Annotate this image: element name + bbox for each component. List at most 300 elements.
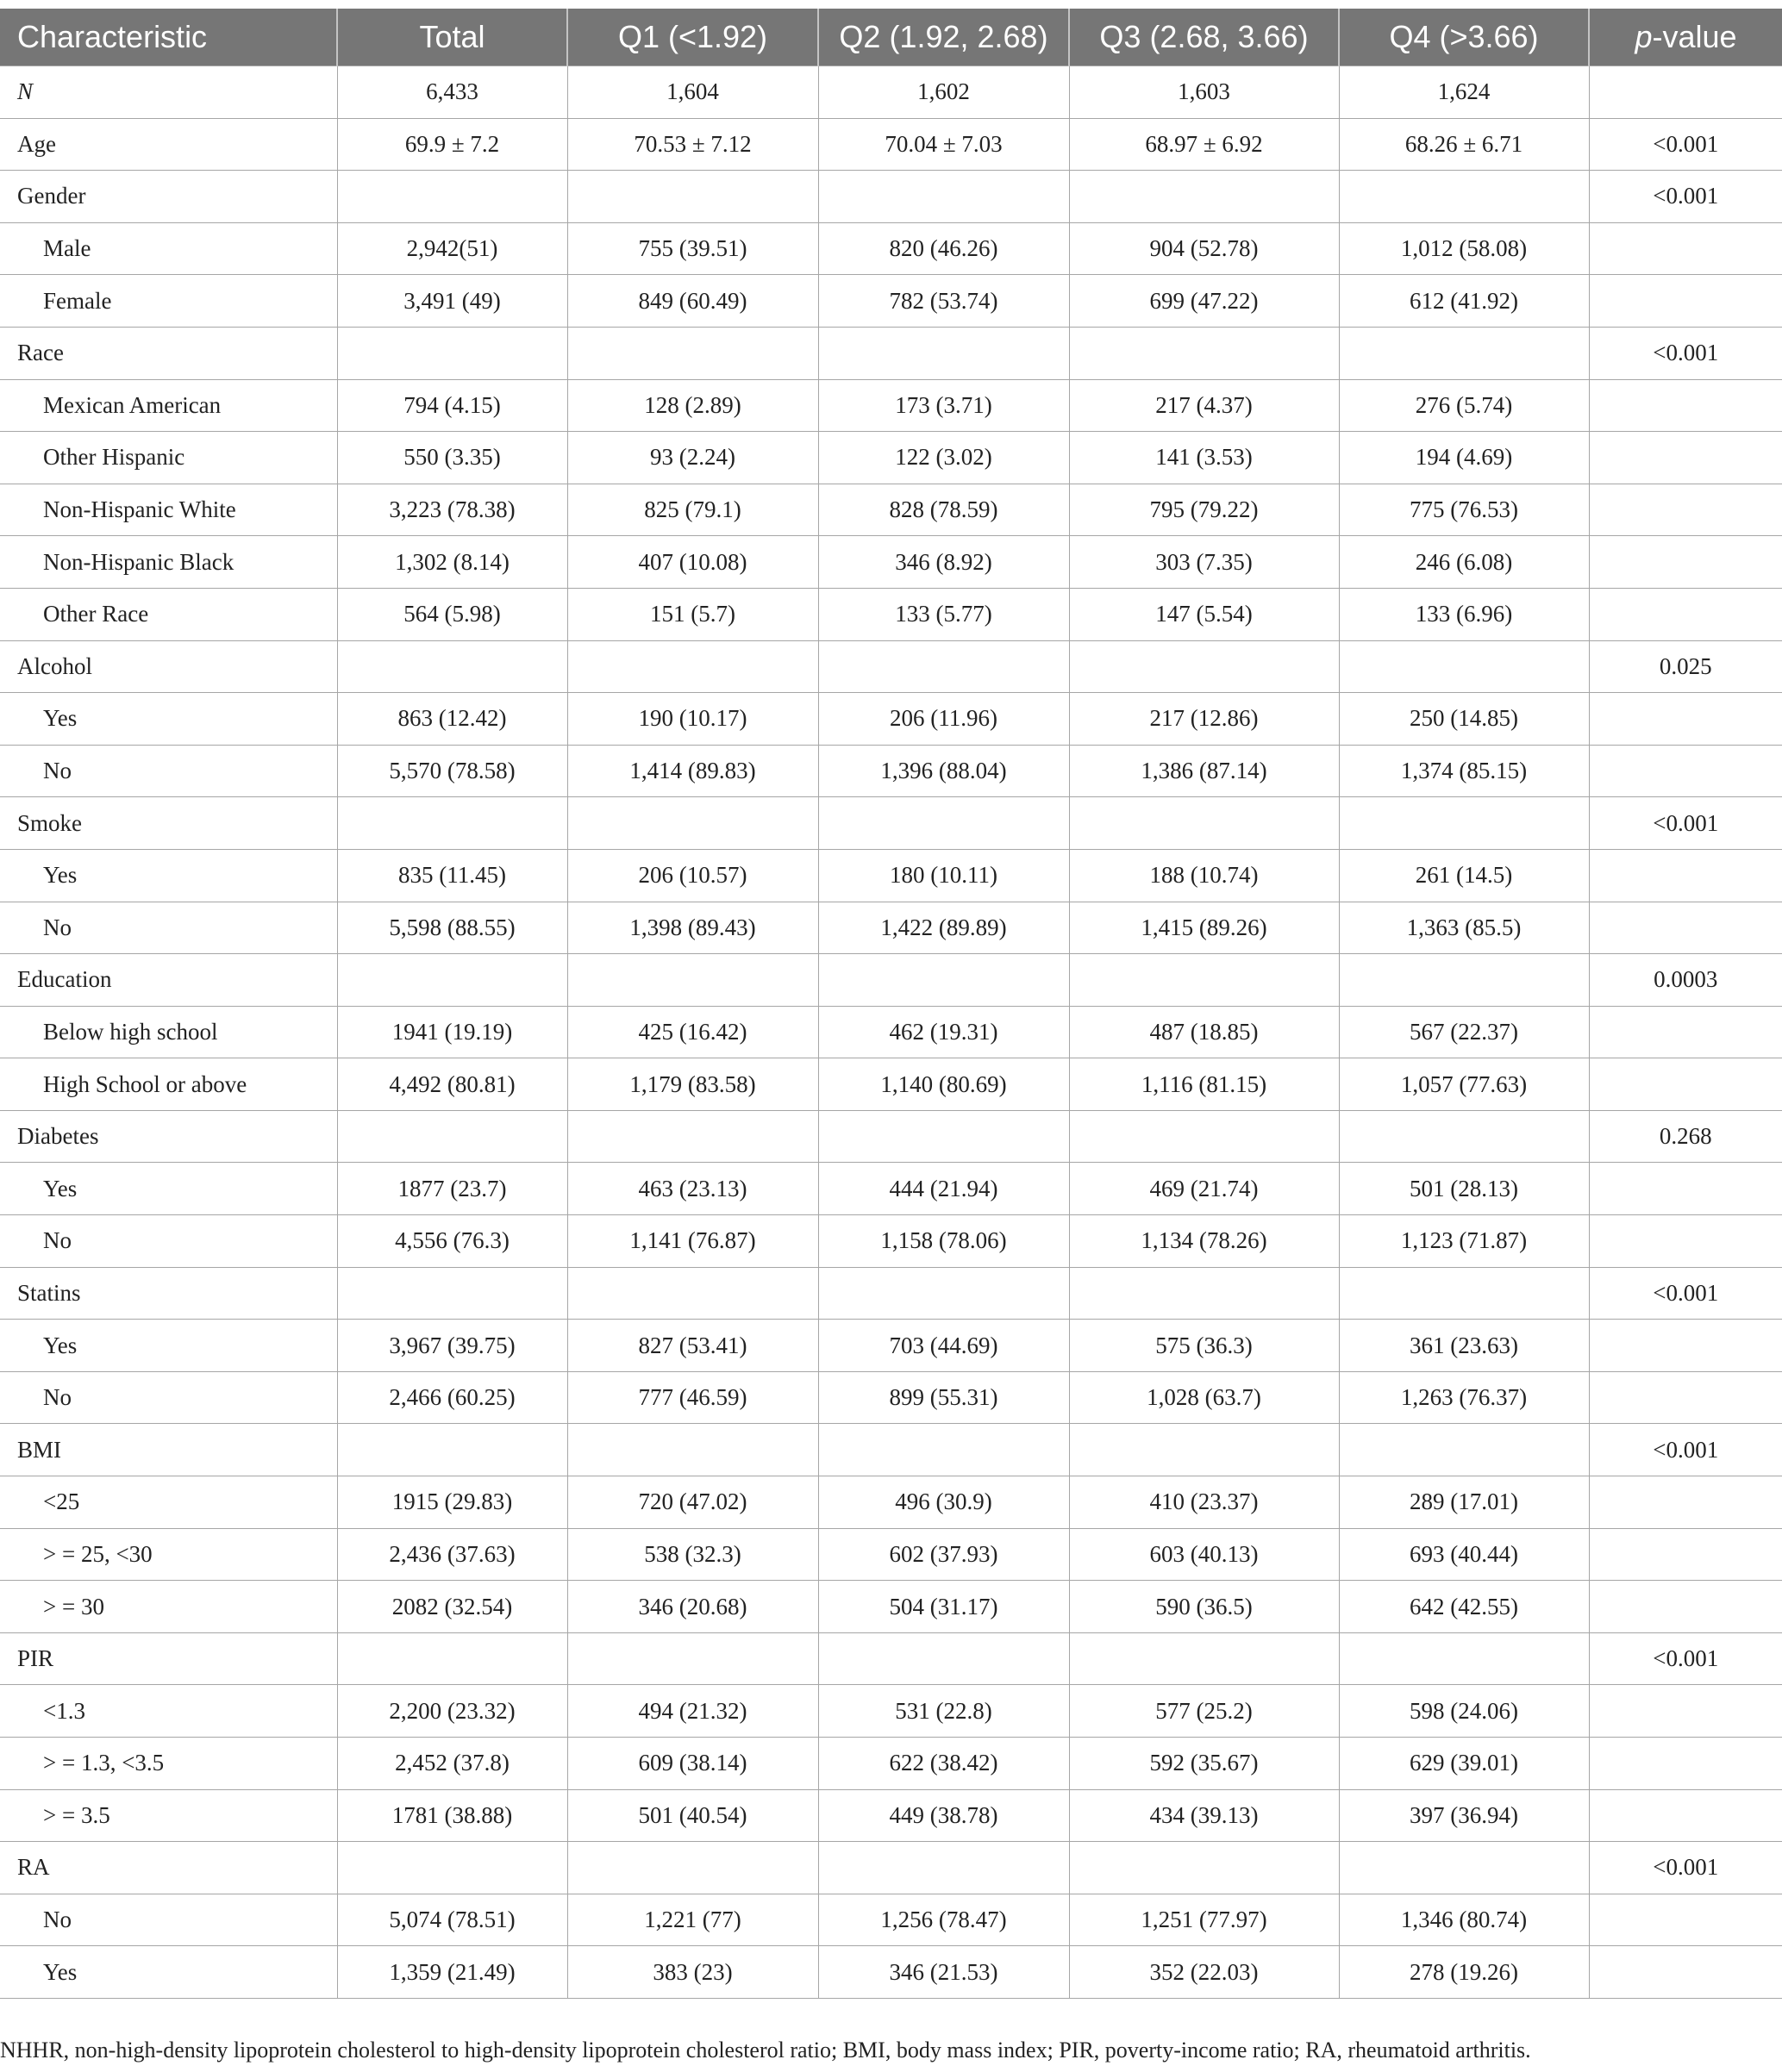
cell-q1 (567, 954, 818, 1007)
cell-q2 (818, 1842, 1069, 1894)
cell-q3: 217 (4.37) (1069, 379, 1339, 432)
cell-q3 (1069, 640, 1339, 693)
cell-q2: 1,140 (80.69) (818, 1058, 1069, 1111)
cell-q1: 538 (32.3) (567, 1528, 818, 1581)
cell-characteristic: Smoke (0, 797, 337, 850)
table-row (0, 1789, 1782, 1842)
cell-q1 (567, 1632, 818, 1685)
cell-characteristic: No (0, 902, 337, 954)
table-body (0, 66, 1782, 1999)
cell-pvalue (1589, 1946, 1782, 1999)
cell-characteristic: Male (0, 222, 337, 275)
cell-characteristic: Statins (0, 1267, 337, 1320)
cell-total: 4,492 (80.81) (337, 1058, 567, 1111)
cell-total: 2,200 (23.32) (337, 1685, 567, 1738)
header-q4: Q4 (>3.66) (1339, 9, 1589, 66)
cell-total (337, 327, 567, 379)
table-row (0, 327, 1782, 379)
cell-q1: 70.53 ± 7.12 (567, 118, 818, 171)
cell-q3: 575 (36.3) (1069, 1320, 1339, 1372)
table-row (0, 1215, 1782, 1268)
table-row (0, 745, 1782, 797)
cell-q4 (1339, 1424, 1589, 1476)
cell-q2 (818, 1632, 1069, 1685)
table-header (0, 9, 1782, 66)
cell-pvalue (1589, 484, 1782, 536)
cell-characteristic: <1.3 (0, 1685, 337, 1738)
cell-total: 5,598 (88.55) (337, 902, 567, 954)
cell-characteristic: Mexican American (0, 379, 337, 432)
cell-q3 (1069, 1110, 1339, 1163)
header-characteristic: Characteristic (0, 9, 337, 66)
cell-pvalue (1589, 1320, 1782, 1372)
cell-characteristic: Yes (0, 1163, 337, 1215)
cell-pvalue (1589, 1894, 1782, 1946)
cell-q2: 820 (46.26) (818, 222, 1069, 275)
cell-q1: 1,414 (89.83) (567, 745, 818, 797)
cell-q3: 352 (22.03) (1069, 1946, 1339, 1999)
cell-q3: 147 (5.54) (1069, 588, 1339, 640)
cell-q1: 777 (46.59) (567, 1371, 818, 1424)
cell-q2: 782 (53.74) (818, 275, 1069, 328)
cell-q4 (1339, 1842, 1589, 1894)
cell-q2: 899 (55.31) (818, 1371, 1069, 1424)
table-row (0, 66, 1782, 119)
cell-q4: 567 (22.37) (1339, 1006, 1589, 1058)
cell-q3: 434 (39.13) (1069, 1789, 1339, 1842)
cell-pvalue (1589, 275, 1782, 328)
characteristics-table (0, 9, 1782, 1999)
cell-q2 (818, 171, 1069, 223)
table-row (0, 118, 1782, 171)
cell-characteristic: BMI (0, 1424, 337, 1476)
cell-characteristic: No (0, 1894, 337, 1946)
cell-q4: 1,263 (76.37) (1339, 1371, 1589, 1424)
cell-pvalue (1589, 432, 1782, 484)
cell-characteristic: Yes (0, 1320, 337, 1372)
cell-q1: 151 (5.7) (567, 588, 818, 640)
cell-q3 (1069, 1267, 1339, 1320)
cell-q2 (818, 327, 1069, 379)
table-row (0, 1006, 1782, 1058)
cell-q2: 1,422 (89.89) (818, 902, 1069, 954)
cell-q2: 496 (30.9) (818, 1476, 1069, 1529)
cell-q4: 598 (24.06) (1339, 1685, 1589, 1738)
cell-q1: 346 (20.68) (567, 1581, 818, 1633)
cell-q4 (1339, 1632, 1589, 1685)
cell-characteristic: Below high school (0, 1006, 337, 1058)
cell-q3: 699 (47.22) (1069, 275, 1339, 328)
table-row (0, 379, 1782, 432)
table-row (0, 1738, 1782, 1790)
cell-characteristic: Alcohol (0, 640, 337, 693)
cell-q4: 1,363 (85.5) (1339, 902, 1589, 954)
cell-total (337, 1424, 567, 1476)
table-row (0, 640, 1782, 693)
table-row (0, 1163, 1782, 1215)
cell-q4 (1339, 171, 1589, 223)
cell-total: 5,074 (78.51) (337, 1894, 567, 1946)
cell-q4: 1,624 (1339, 66, 1589, 119)
cell-pvalue (1589, 1528, 1782, 1581)
cell-q2: 504 (31.17) (818, 1581, 1069, 1633)
cell-pvalue: 0.0003 (1589, 954, 1782, 1007)
table-row (0, 222, 1782, 275)
cell-q2: 70.04 ± 7.03 (818, 118, 1069, 171)
table-row (0, 536, 1782, 589)
cell-total: 1915 (29.83) (337, 1476, 567, 1529)
cell-q2: 173 (3.71) (818, 379, 1069, 432)
cell-pvalue (1589, 1685, 1782, 1738)
cell-q2: 449 (38.78) (818, 1789, 1069, 1842)
table-row (0, 1946, 1782, 1999)
cell-q4 (1339, 954, 1589, 1007)
cell-q3: 1,028 (63.7) (1069, 1371, 1339, 1424)
cell-q2: 122 (3.02) (818, 432, 1069, 484)
cell-q2: 1,256 (78.47) (818, 1894, 1069, 1946)
cell-q1 (567, 1842, 818, 1894)
cell-total: 2,466 (60.25) (337, 1371, 567, 1424)
cell-q1: 383 (23) (567, 1946, 818, 1999)
cell-q4: 693 (40.44) (1339, 1528, 1589, 1581)
cell-total: 3,967 (39.75) (337, 1320, 567, 1372)
cell-q3: 577 (25.2) (1069, 1685, 1339, 1738)
cell-characteristic: Other Race (0, 588, 337, 640)
cell-total: 1,302 (8.14) (337, 536, 567, 589)
cell-q3 (1069, 1424, 1339, 1476)
cell-q4: 501 (28.13) (1339, 1163, 1589, 1215)
cell-q3 (1069, 327, 1339, 379)
cell-characteristic: <25 (0, 1476, 337, 1529)
cell-pvalue (1589, 1581, 1782, 1633)
cell-characteristic: No (0, 745, 337, 797)
cell-q4 (1339, 640, 1589, 693)
cell-characteristic: Female (0, 275, 337, 328)
cell-q1 (567, 171, 818, 223)
table-row (0, 1632, 1782, 1685)
cell-total: 1877 (23.7) (337, 1163, 567, 1215)
header-q1: Q1 (<1.92) (567, 9, 818, 66)
cell-q3: 469 (21.74) (1069, 1163, 1339, 1215)
cell-pvalue (1589, 1215, 1782, 1268)
cell-pvalue: <0.001 (1589, 797, 1782, 850)
cell-pvalue (1589, 902, 1782, 954)
cell-characteristic: Yes (0, 693, 337, 746)
cell-total (337, 1267, 567, 1320)
cell-q3: 592 (35.67) (1069, 1738, 1339, 1790)
cell-total (337, 797, 567, 850)
header-q3: Q3 (2.68, 3.66) (1069, 9, 1339, 66)
table-row (0, 1685, 1782, 1738)
header-pvalue-rest: -value (1652, 19, 1737, 54)
cell-q1 (567, 327, 818, 379)
cell-q2: 602 (37.93) (818, 1528, 1069, 1581)
cell-q3 (1069, 171, 1339, 223)
cell-q1: 827 (53.41) (567, 1320, 818, 1372)
cell-characteristic: High School or above (0, 1058, 337, 1111)
cell-total (337, 171, 567, 223)
cell-q1: 463 (23.13) (567, 1163, 818, 1215)
cell-q3: 303 (7.35) (1069, 536, 1339, 589)
cell-q4: 250 (14.85) (1339, 693, 1589, 746)
cell-q3: 217 (12.86) (1069, 693, 1339, 746)
cell-q2: 1,602 (818, 66, 1069, 119)
table-row (0, 588, 1782, 640)
cell-q2: 206 (11.96) (818, 693, 1069, 746)
cell-q3: 1,251 (77.97) (1069, 1894, 1339, 1946)
cell-total: 794 (4.15) (337, 379, 567, 432)
cell-q4: 278 (19.26) (1339, 1946, 1589, 1999)
cell-q2 (818, 954, 1069, 1007)
cell-q1: 128 (2.89) (567, 379, 818, 432)
cell-total: 6,433 (337, 66, 567, 119)
cell-total: 1941 (19.19) (337, 1006, 567, 1058)
cell-characteristic: > = 30 (0, 1581, 337, 1633)
cell-pvalue (1589, 745, 1782, 797)
cell-q2: 462 (19.31) (818, 1006, 1069, 1058)
cell-q4 (1339, 797, 1589, 850)
cell-q1: 206 (10.57) (567, 849, 818, 902)
cell-q3: 1,415 (89.26) (1069, 902, 1339, 954)
cell-characteristic: > = 3.5 (0, 1789, 337, 1842)
cell-characteristic: Gender (0, 171, 337, 223)
cell-pvalue (1589, 66, 1782, 119)
cell-q4: 289 (17.01) (1339, 1476, 1589, 1529)
cell-pvalue (1589, 693, 1782, 746)
cell-q2: 828 (78.59) (818, 484, 1069, 536)
cell-q4: 775 (76.53) (1339, 484, 1589, 536)
cell-q4: 1,374 (85.15) (1339, 745, 1589, 797)
cell-pvalue (1589, 1738, 1782, 1790)
header-pvalue (1589, 9, 1782, 66)
cell-q4: 1,123 (71.87) (1339, 1215, 1589, 1268)
cell-q3 (1069, 797, 1339, 850)
cell-pvalue: <0.001 (1589, 1267, 1782, 1320)
cell-total: 4,556 (76.3) (337, 1215, 567, 1268)
cell-q4: 276 (5.74) (1339, 379, 1589, 432)
cell-total: 3,223 (78.38) (337, 484, 567, 536)
cell-pvalue: <0.001 (1589, 327, 1782, 379)
cell-total: 835 (11.45) (337, 849, 567, 902)
table-row (0, 171, 1782, 223)
cell-q1 (567, 640, 818, 693)
table-row (0, 484, 1782, 536)
characteristics-table-wrap (0, 9, 1782, 1999)
cell-total: 69.9 ± 7.2 (337, 118, 567, 171)
cell-q3: 141 (3.53) (1069, 432, 1339, 484)
cell-q3: 487 (18.85) (1069, 1006, 1339, 1058)
cell-total: 1,359 (21.49) (337, 1946, 567, 1999)
cell-characteristic: Non-Hispanic White (0, 484, 337, 536)
cell-total: 3,491 (49) (337, 275, 567, 328)
cell-characteristic: PIR (0, 1632, 337, 1685)
cell-q3 (1069, 954, 1339, 1007)
cell-pvalue (1589, 588, 1782, 640)
cell-q4: 397 (36.94) (1339, 1789, 1589, 1842)
cell-q1: 407 (10.08) (567, 536, 818, 589)
cell-q3: 410 (23.37) (1069, 1476, 1339, 1529)
cell-characteristic: Other Hispanic (0, 432, 337, 484)
cell-pvalue (1589, 1006, 1782, 1058)
cell-q2 (818, 797, 1069, 850)
cell-q4: 133 (6.96) (1339, 588, 1589, 640)
cell-q1: 849 (60.49) (567, 275, 818, 328)
cell-pvalue: <0.001 (1589, 118, 1782, 171)
cell-characteristic: Yes (0, 849, 337, 902)
cell-q1: 1,398 (89.43) (567, 902, 818, 954)
table-row (0, 1894, 1782, 1946)
cell-q3 (1069, 1842, 1339, 1894)
cell-total: 2,452 (37.8) (337, 1738, 567, 1790)
cell-pvalue: <0.001 (1589, 1632, 1782, 1685)
table-row (0, 1110, 1782, 1163)
cell-q1 (567, 797, 818, 850)
cell-characteristic: Education (0, 954, 337, 1007)
cell-q4: 629 (39.01) (1339, 1738, 1589, 1790)
cell-pvalue: <0.001 (1589, 1424, 1782, 1476)
cell-q1: 609 (38.14) (567, 1738, 818, 1790)
cell-characteristic: No (0, 1215, 337, 1268)
cell-q1: 1,604 (567, 66, 818, 119)
cell-q1 (567, 1110, 818, 1163)
header-pvalue-p: p (1635, 19, 1653, 54)
cell-pvalue: <0.001 (1589, 171, 1782, 223)
cell-total: 5,570 (78.58) (337, 745, 567, 797)
cell-q2: 531 (22.8) (818, 1685, 1069, 1738)
table-row (0, 1267, 1782, 1320)
cell-q1: 825 (79.1) (567, 484, 818, 536)
cell-characteristic: No (0, 1371, 337, 1424)
cell-q4 (1339, 327, 1589, 379)
cell-pvalue: <0.001 (1589, 1842, 1782, 1894)
cell-characteristic: N (0, 66, 337, 119)
cell-q1: 1,179 (83.58) (567, 1058, 818, 1111)
cell-q1: 494 (21.32) (567, 1685, 818, 1738)
cell-q3: 1,134 (78.26) (1069, 1215, 1339, 1268)
cell-q2: 346 (8.92) (818, 536, 1069, 589)
cell-q2 (818, 1424, 1069, 1476)
cell-q1: 501 (40.54) (567, 1789, 818, 1842)
cell-q4: 642 (42.55) (1339, 1581, 1589, 1633)
cell-q1: 190 (10.17) (567, 693, 818, 746)
header-q2: Q2 (1.92, 2.68) (818, 9, 1069, 66)
cell-total: 564 (5.98) (337, 588, 567, 640)
table-row (0, 1058, 1782, 1111)
cell-pvalue (1589, 1476, 1782, 1529)
cell-q2: 622 (38.42) (818, 1738, 1069, 1790)
cell-q4: 361 (23.63) (1339, 1320, 1589, 1372)
cell-q3: 1,603 (1069, 66, 1339, 119)
cell-total (337, 640, 567, 693)
cell-total: 2082 (32.54) (337, 1581, 567, 1633)
cell-characteristic: Yes (0, 1946, 337, 1999)
table-row (0, 1842, 1782, 1894)
table-row (0, 432, 1782, 484)
cell-q3: 904 (52.78) (1069, 222, 1339, 275)
cell-q1: 93 (2.24) (567, 432, 818, 484)
cell-q2 (818, 640, 1069, 693)
cell-q2 (818, 1110, 1069, 1163)
cell-q4: 1,012 (58.08) (1339, 222, 1589, 275)
cell-q1 (567, 1267, 818, 1320)
cell-pvalue (1589, 379, 1782, 432)
cell-q2: 1,158 (78.06) (818, 1215, 1069, 1268)
cell-q3: 188 (10.74) (1069, 849, 1339, 902)
cell-pvalue (1589, 849, 1782, 902)
cell-total (337, 1632, 567, 1685)
header-row (0, 9, 1782, 66)
cell-pvalue (1589, 1058, 1782, 1111)
cell-q1: 720 (47.02) (567, 1476, 818, 1529)
cell-pvalue (1589, 222, 1782, 275)
cell-q3: 603 (40.13) (1069, 1528, 1339, 1581)
cell-q3: 795 (79.22) (1069, 484, 1339, 536)
cell-q3 (1069, 1632, 1339, 1685)
table-footnote: NHHR, non-high-density lipoprotein cholesterol to high-density lipoprotein cholesterol ratio; BMI, body mass index; PIR, poverty-income ratio; RA, rheumatoid arthritis. (0, 2038, 1531, 2063)
table-row (0, 797, 1782, 850)
cell-characteristic: RA (0, 1842, 337, 1894)
cell-q2: 703 (44.69) (818, 1320, 1069, 1372)
cell-q4: 68.26 ± 6.71 (1339, 118, 1589, 171)
table-row (0, 849, 1782, 902)
cell-pvalue (1589, 536, 1782, 589)
cell-characteristic: Non-Hispanic Black (0, 536, 337, 589)
cell-q4: 261 (14.5) (1339, 849, 1589, 902)
table-row (0, 693, 1782, 746)
cell-total: 2,942(51) (337, 222, 567, 275)
table-row (0, 954, 1782, 1007)
cell-q2: 346 (21.53) (818, 1946, 1069, 1999)
cell-q4 (1339, 1267, 1589, 1320)
cell-q2: 444 (21.94) (818, 1163, 1069, 1215)
cell-q4: 1,346 (80.74) (1339, 1894, 1589, 1946)
cell-q1 (567, 1424, 818, 1476)
table-row (0, 1476, 1782, 1529)
table-row (0, 902, 1782, 954)
cell-characteristic: > = 25, <30 (0, 1528, 337, 1581)
table-row (0, 1581, 1782, 1633)
cell-characteristic: Diabetes (0, 1110, 337, 1163)
cell-q4 (1339, 1110, 1589, 1163)
cell-q2: 180 (10.11) (818, 849, 1069, 902)
header-total: Total (337, 9, 567, 66)
cell-q4: 194 (4.69) (1339, 432, 1589, 484)
table-row (0, 275, 1782, 328)
cell-q1: 755 (39.51) (567, 222, 818, 275)
cell-q3: 68.97 ± 6.92 (1069, 118, 1339, 171)
cell-q2: 1,396 (88.04) (818, 745, 1069, 797)
cell-q1: 1,221 (77) (567, 1894, 818, 1946)
cell-q3: 590 (36.5) (1069, 1581, 1339, 1633)
cell-total: 863 (12.42) (337, 693, 567, 746)
table-row (0, 1320, 1782, 1372)
cell-total: 550 (3.35) (337, 432, 567, 484)
cell-q4: 1,057 (77.63) (1339, 1058, 1589, 1111)
table-row (0, 1528, 1782, 1581)
cell-pvalue (1589, 1789, 1782, 1842)
cell-pvalue (1589, 1163, 1782, 1215)
cell-characteristic: > = 1.3, <3.5 (0, 1738, 337, 1790)
cell-pvalue: 0.268 (1589, 1110, 1782, 1163)
cell-q1: 425 (16.42) (567, 1006, 818, 1058)
cell-q3: 1,386 (87.14) (1069, 745, 1339, 797)
cell-q1: 1,141 (76.87) (567, 1215, 818, 1268)
cell-characteristic: Race (0, 327, 337, 379)
cell-q2 (818, 1267, 1069, 1320)
cell-q4: 246 (6.08) (1339, 536, 1589, 589)
cell-pvalue (1589, 1371, 1782, 1424)
cell-total (337, 954, 567, 1007)
